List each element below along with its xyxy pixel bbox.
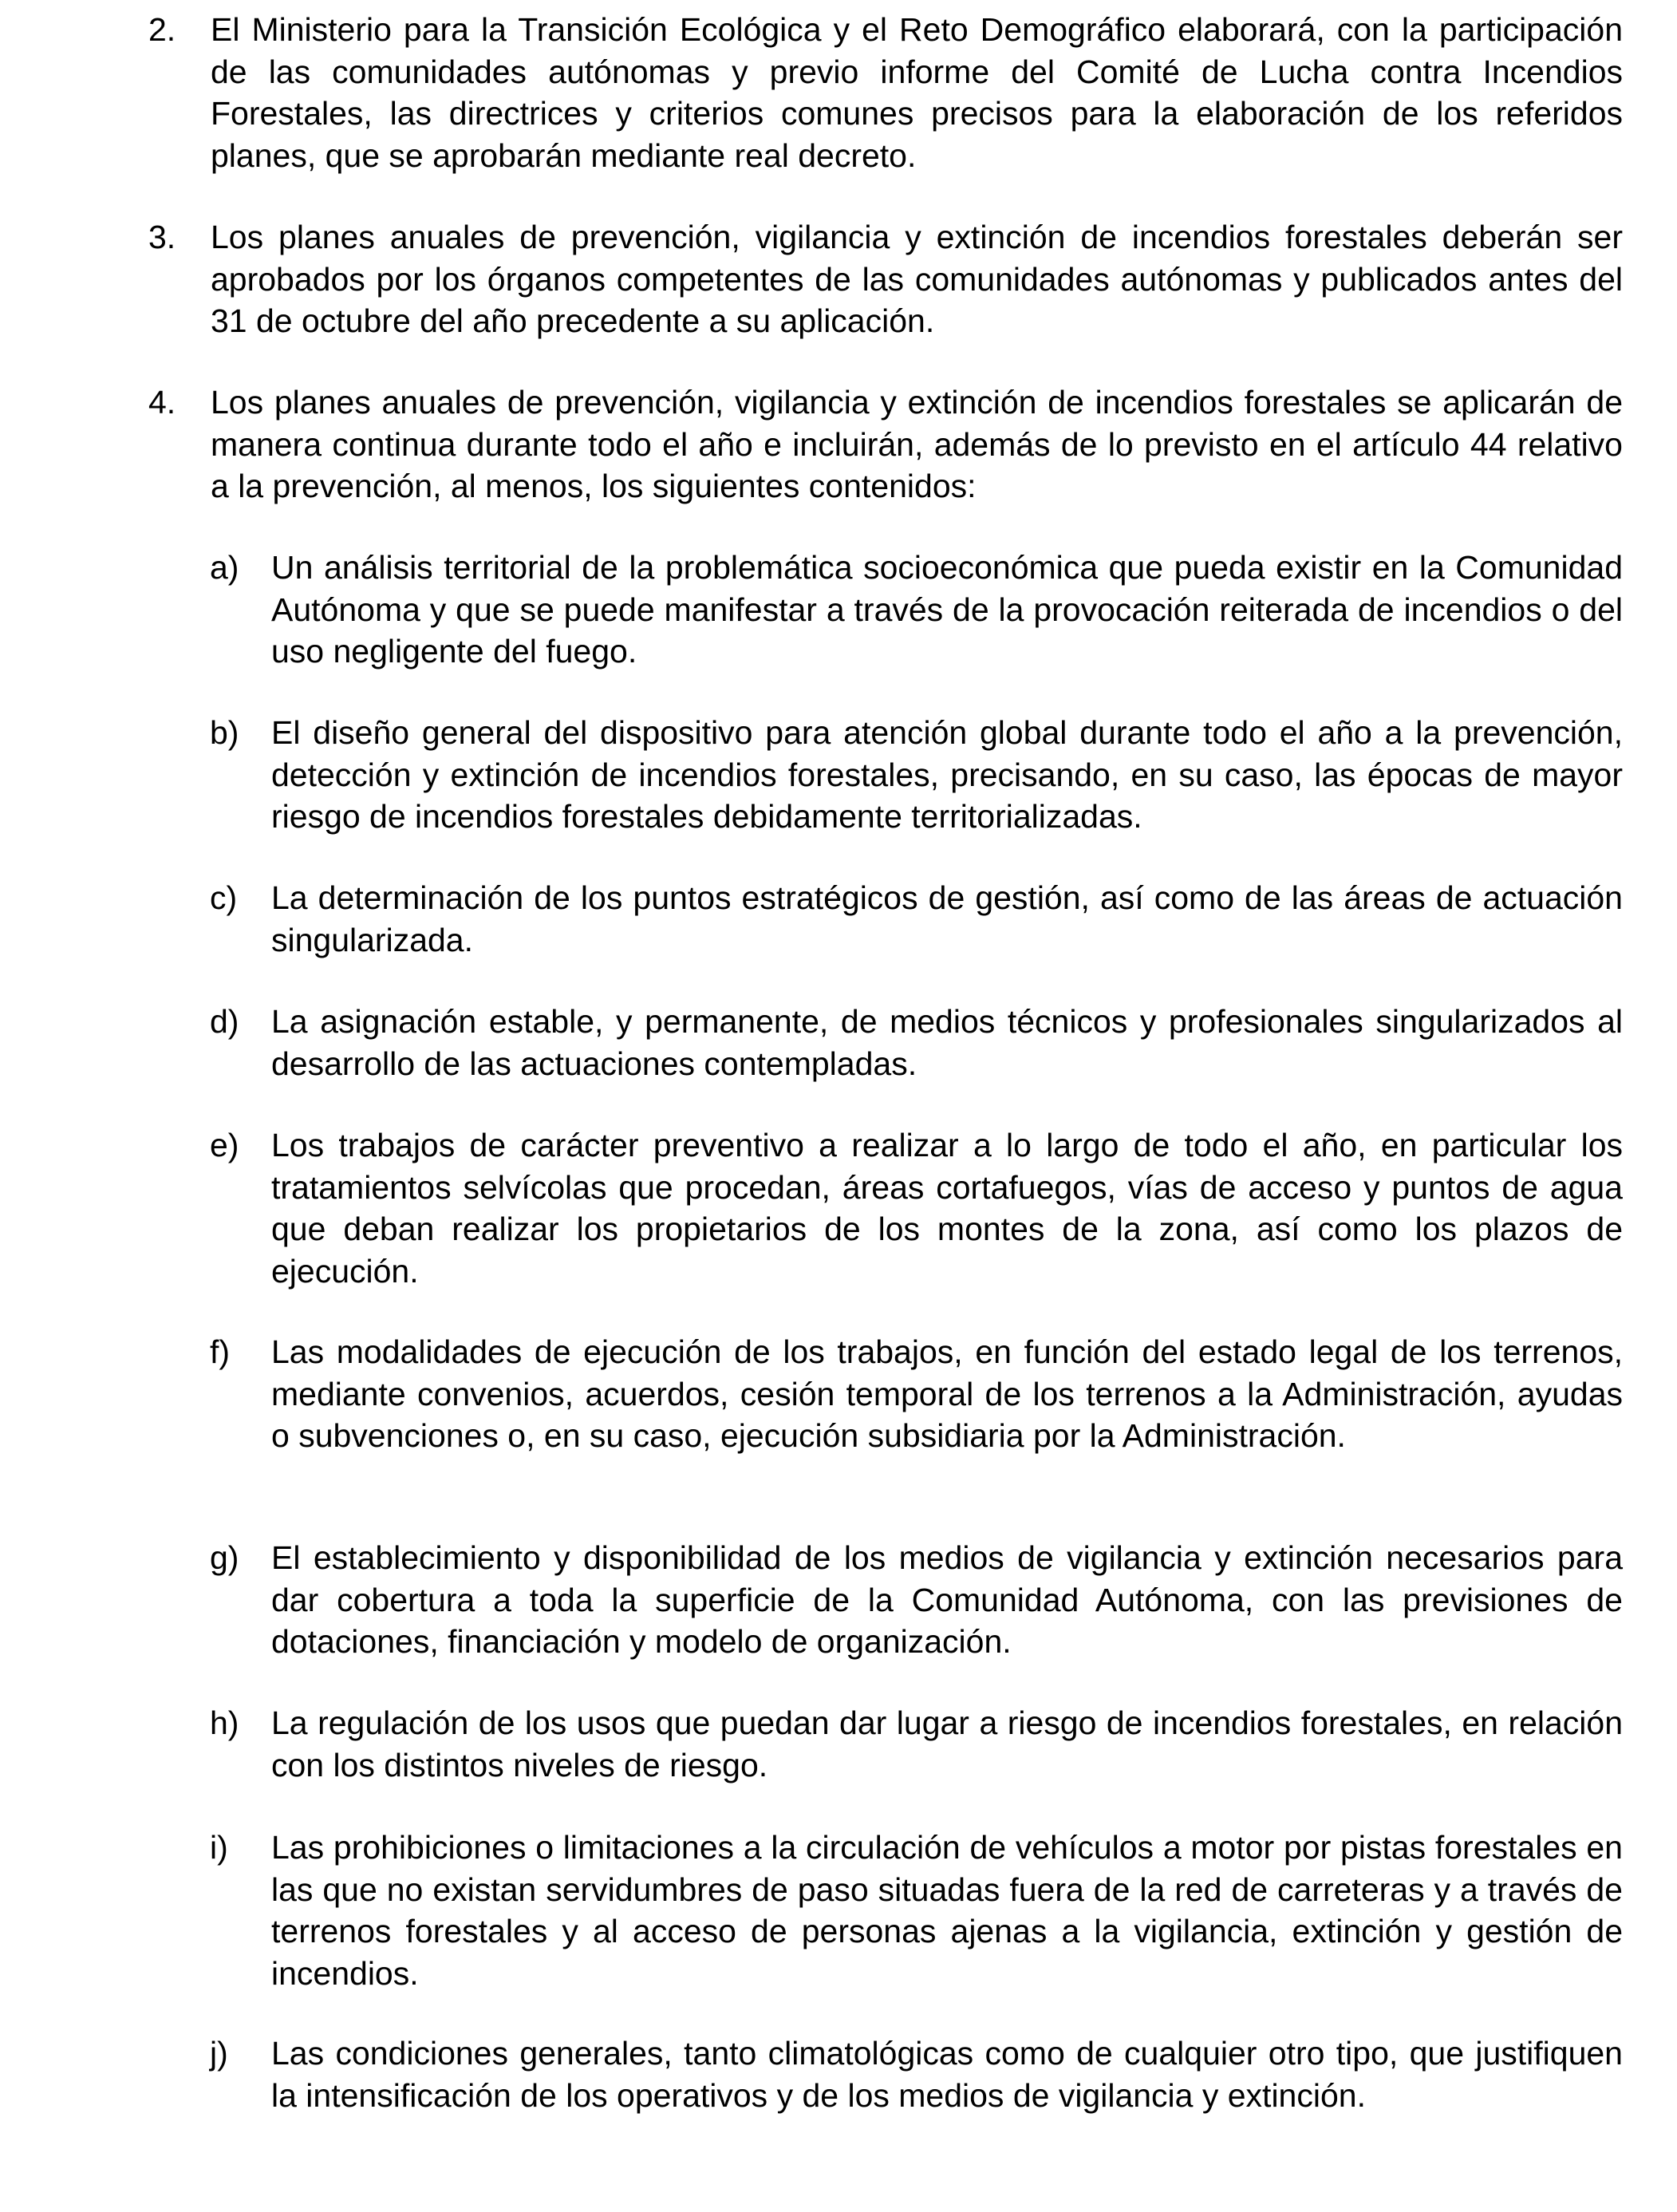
list-item-c [210, 877, 1623, 961]
list-item-a [210, 547, 1623, 673]
list-item-text: Un análisis territorial de la problemática socioeconómica que pueda existir en la Comunidad Autónoma y que se puede manifestar a través de la provocación reiterada de incendios o del uso negligente del fuego. [271, 549, 1623, 670]
list-item-text: El diseño general del dispositivo para atención global durante todo el año a la prevención, detección y extinción de incendios forestales, precisando, en su caso, las épocas de mayor riesgo de incendios forestales debidamente territorializadas. [271, 714, 1623, 835]
list-item-letter: g) [210, 1539, 239, 1576]
list-item-letter: e) [210, 1127, 239, 1163]
paragraph-4 [148, 381, 1623, 508]
list-item-text: La determinación de los puntos estratégicos de gestión, así como de las áreas de actuación singularizada. [271, 879, 1623, 958]
paragraph-text: Los planes anuales de prevención, vigilancia y extinción de incendios forestales se aplicarán de manera continua durante todo el año e incluirán, además de lo previsto en el artículo 44 relativo a la prevención, al menos, los siguientes contenidos: [211, 384, 1623, 504]
list-item-text: Los trabajos de carácter preventivo a realizar a lo largo de todo el año, en particular los tratamientos selvícolas que procedan, áreas cortafuegos, vías de acceso y puntos de agua que deban realizar los propietarios de los montes de la zona, así como los plazos de ejecución. [271, 1127, 1623, 1290]
list-item-j [210, 2032, 1623, 2116]
list-item-d [210, 1001, 1623, 1084]
list-item-text: Las condiciones generales, tanto climatológicas como de cualquier otro tipo, que justifiquen la intensificación de los operativos y de los medios de vigilancia y extinción. [271, 2035, 1623, 2114]
list-item-text: El establecimiento y disponibilidad de los medios de vigilancia y extinción necesarios para dar cobertura a toda la superficie de la Comunidad Autónoma, con las previsiones de dotaciones, financiación y modelo de organización. [271, 1539, 1623, 1660]
paragraph-text: El Ministerio para la Transición Ecológica y el Reto Demográfico elaborará, con la participación de las comunidades autónomas y previo informe del Comité de Lucha contra Incendios Forestales, las directrices y criterios comunes precisos para la elaboración de los referidos planes, que se aprobarán mediante real decreto. [211, 11, 1623, 174]
list-item-b [210, 712, 1623, 838]
list-item-text: Las modalidades de ejecución de los trabajos, en función del estado legal de los terrenos, mediante convenios, acuerdos, cesión temporal de los terrenos a la Administración, ayudas o subvenciones o, en su caso, ejecución subsidiaria por la Administración. [271, 1333, 1623, 1454]
list-item-text: La asignación estable, y permanente, de medios técnicos y profesionales singularizados al desarrollo de las actuaciones contempladas. [271, 1003, 1623, 1082]
list-item-letter: a) [210, 549, 239, 586]
list-item-h [210, 1702, 1623, 1786]
list-item-i [210, 1827, 1623, 1994]
list-item-letter: h) [210, 1704, 239, 1741]
paragraph-3 [148, 216, 1623, 342]
paragraph-number: 2. [148, 11, 176, 48]
list-item-e [210, 1124, 1623, 1292]
list-item-letter: b) [210, 714, 239, 751]
list-item-g [210, 1537, 1623, 1663]
list-item-letter: i) [210, 1829, 228, 1866]
list-item-text: La regulación de los usos que puedan dar lugar a riesgo de incendios forestales, en relación con los distintos niveles de riesgo. [271, 1704, 1623, 1783]
list-item-letter: d) [210, 1003, 239, 1040]
paragraph-number: 3. [148, 219, 176, 255]
list-item-letter: j) [210, 2035, 228, 2072]
list-item-letter: f) [210, 1333, 231, 1370]
paragraph-2 [148, 9, 1623, 176]
list-item-letter: c) [210, 879, 238, 916]
paragraph-text: Los planes anuales de prevención, vigilancia y extinción de incendios forestales deberán ser aprobados por los órganos competentes de las comunidades autónomas y publicados antes del 31 de octubre del año precedente a su aplicación. [211, 219, 1623, 339]
list-item-f [210, 1331, 1623, 1457]
list-item-text: Las prohibiciones o limitaciones a la circulación de vehículos a motor por pistas forestales en las que no existan servidumbres de paso situadas fuera de la red de carreteras y a través de terrenos forestales y al acceso de personas ajenas a la vigilancia, extinción y gestión de incendios. [271, 1829, 1623, 1992]
paragraph-number: 4. [148, 384, 176, 421]
